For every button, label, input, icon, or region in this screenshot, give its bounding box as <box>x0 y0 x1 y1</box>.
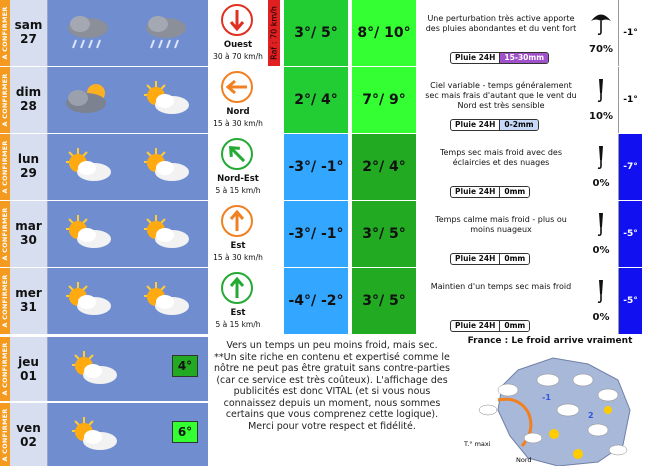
temp-badge: 4° <box>172 355 198 377</box>
forecast-row <box>0 134 650 200</box>
cloud-rain-icon <box>140 12 192 52</box>
wind-speed: 5 à 15 km/h <box>215 320 261 329</box>
rain-24h-badge: Pluie 24H 0mm <box>450 320 530 332</box>
day-date: mar 30 <box>10 201 48 267</box>
wind-direction: Est <box>230 241 246 251</box>
forecast-row <box>0 67 650 133</box>
wind-direction: Nord-Est <box>217 174 259 184</box>
rain-probability: 0% <box>592 312 610 323</box>
day-date: lun 29 <box>10 134 48 200</box>
rain-probability: 70% <box>589 44 613 55</box>
cloud-sun-icon <box>62 79 114 119</box>
sky-icons <box>48 268 208 334</box>
forecast-row-compact <box>0 403 208 466</box>
umbrella-cell <box>584 0 618 66</box>
temp-afternoon: 2°/ 4° <box>350 134 416 200</box>
forecast-note: Vers un temps un peu moins froid, mais sec. **Un site riche en contenu et expertisé comme le nôtre ne peut pas être gratuit sans contre-parties (car ce service est très coûteux). L'affichage des publicités est donc VITAL (et si vous nous connaissez depuis un moment, nous sommes certains que vous comprenez cette logique). Merci pour votre respect et fidélité. <box>214 340 450 432</box>
temp-afternoon: 8°/ 10° <box>350 0 416 66</box>
wind-speed: 5 à 15 km/h <box>215 186 261 195</box>
sun-cloud-icon <box>62 213 114 253</box>
umbrella-cell <box>584 268 618 334</box>
temp-afternoon: 3°/ 5° <box>350 268 416 334</box>
sun-cloud-icon <box>68 349 120 389</box>
confirm-band: A CONFIRMER <box>0 403 10 466</box>
wind-speed: 30 à 70 km/h <box>213 52 263 61</box>
sun-cloud-icon <box>68 415 120 455</box>
cloud-rain-icon <box>62 12 114 52</box>
forecast-row-compact <box>0 337 208 401</box>
day-date: ven 02 <box>10 403 48 466</box>
forecast-row <box>0 201 650 267</box>
forecast-text: Temps sec mais froid avec des éclaircies et des nuages <box>418 134 584 200</box>
rain-24h-badge: Pluie 24H 0mm <box>450 253 530 265</box>
forecast-text: Maintien d'un temps sec mais froid <box>418 268 584 334</box>
map-label-nord: Nord <box>516 456 532 464</box>
forecast-row <box>0 268 650 334</box>
temp-badge: 6° <box>172 421 198 443</box>
felt-temperature: -1° <box>618 67 642 133</box>
wind-cell <box>208 134 268 200</box>
rain-24h-badge: Pluie 24H 0mm <box>450 186 530 198</box>
wind-speed: 15 à 30 km/h <box>213 119 263 128</box>
wind-arrow-icon <box>221 4 253 36</box>
map-title: France : Le froid arrive vraiment <box>467 336 633 346</box>
sky-icons <box>48 134 208 200</box>
felt-temperature: -5° <box>618 201 642 267</box>
wind-cell <box>208 268 268 334</box>
temp-afternoon: 7°/ 9° <box>350 67 416 133</box>
umbrella-cell <box>584 134 618 200</box>
day-date: jeu 01 <box>10 337 48 401</box>
wind-speed: 15 à 30 km/h <box>213 253 263 262</box>
forecast-text: Une perturbation très active apporte des pluies abondantes et du vent fort <box>418 0 584 66</box>
rain-24h-badge: Pluie 24H 0-2mm <box>450 119 539 131</box>
confirm-band: A CONFIRMER <box>0 337 10 401</box>
sun-cloud-icon <box>62 280 114 320</box>
sun-cloud-icon <box>140 79 192 119</box>
confirm-band: A CONFIRMER <box>0 67 10 133</box>
sun-cloud-icon <box>140 213 192 253</box>
rain-probability: 0% <box>592 245 610 256</box>
confirm-band: A CONFIRMER <box>0 134 10 200</box>
felt-temperature: -5° <box>618 268 642 334</box>
wind-cell <box>208 201 268 267</box>
day-date: dim 28 <box>10 67 48 133</box>
wind-arrow-icon <box>221 205 253 237</box>
forecast-row <box>0 0 650 66</box>
temp-morning: -4°/ -2° <box>282 268 348 334</box>
map-label-tmaxi: T.° maxi <box>464 440 491 448</box>
wind-direction: Ouest <box>223 40 253 50</box>
wind-arrow-icon <box>221 71 253 103</box>
svg-text:-1: -1 <box>542 393 551 402</box>
temp-morning: -3°/ -1° <box>282 201 348 267</box>
wind-arrow-icon <box>221 138 253 170</box>
confirm-band: A CONFIRMER <box>0 0 10 66</box>
confirm-band: A CONFIRMER <box>0 201 10 267</box>
wind-arrow-icon <box>221 272 253 304</box>
gust-badge: Raf : 70 km/h <box>268 0 280 66</box>
sky-icons <box>48 201 208 267</box>
wind-direction: Nord <box>226 107 250 117</box>
temp-morning: 3°/ 5° <box>282 0 348 66</box>
sun-cloud-icon <box>62 146 114 186</box>
forecast-text: Temps calme mais froid - plus ou moins nuageux <box>418 201 584 267</box>
sky-icons <box>48 0 208 66</box>
wind-cell <box>208 0 268 66</box>
svg-text:2: 2 <box>588 411 594 420</box>
temp-morning: -3°/ -1° <box>282 134 348 200</box>
confirm-band: A CONFIRMER <box>0 268 10 334</box>
sun-cloud-icon <box>140 280 192 320</box>
rain-probability: 10% <box>589 111 613 122</box>
day-date: mer 31 <box>10 268 48 334</box>
wind-direction: Est <box>230 308 246 318</box>
sky-icons <box>48 337 208 401</box>
sun-cloud-icon <box>140 146 192 186</box>
france-weather-map[interactable] <box>458 350 646 466</box>
rain-24h-badge: Pluie 24H 15-30mm <box>450 52 549 64</box>
umbrella-cell <box>584 201 618 267</box>
forecast-text: Ciel variable - temps généralement sec mais frais d'autant que le vent du Nord est très sensible <box>418 67 584 133</box>
temp-afternoon: 3°/ 5° <box>350 201 416 267</box>
umbrella-cell <box>584 67 618 133</box>
wind-cell <box>208 67 268 133</box>
felt-temperature: -1° <box>618 0 642 66</box>
felt-temperature: -7° <box>618 134 642 200</box>
sky-icons <box>48 67 208 133</box>
rain-probability: 0% <box>592 178 610 189</box>
day-date: sam 27 <box>10 0 48 66</box>
sky-icons <box>48 403 208 466</box>
temp-morning: 2°/ 4° <box>282 67 348 133</box>
